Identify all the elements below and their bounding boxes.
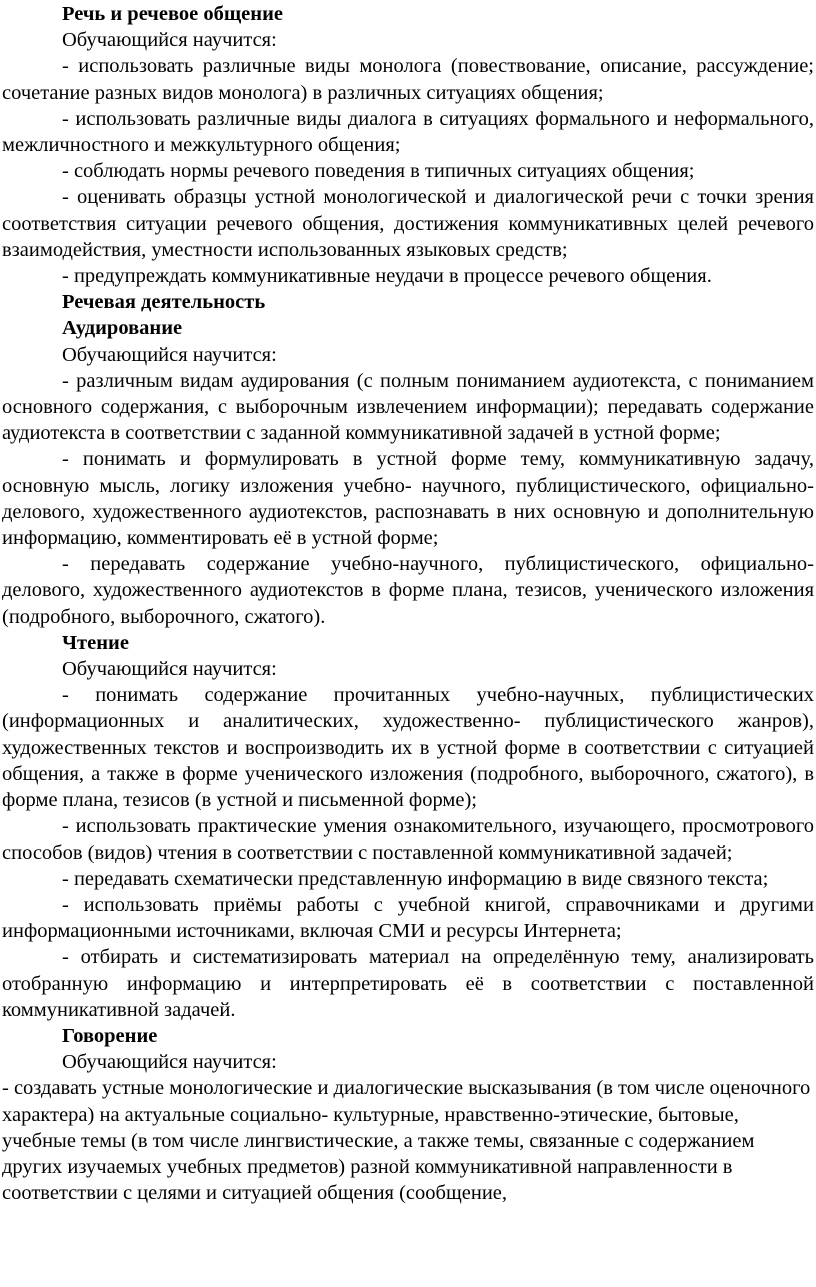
list-item: - создавать устные монологические и диалогические высказывания (в том числе оценочного характера) на актуальные социально- культурные, нравственно-этические, бытовые, учебные темы (в том числе лингвистические, а также темы, связанные с содержанием других изучаемых учебных предметов) разной коммуникативной направленности в соответствии с целями и ситуацией общения (сообщение, <box>2 1077 811 1205</box>
section-lead: Обучающийся научится: <box>62 658 277 681</box>
section-lead: Обучающийся научится: <box>62 1051 277 1074</box>
section-heading: Речевая деятельность <box>62 291 266 314</box>
section-listening <box>2 315 814 629</box>
list-item: - использовать различные виды диалога в ситуациях формального и неформального, межличностного и межкультурного общения; <box>2 107 814 157</box>
list-item: - использовать практические умения ознакомительного, изучающего, просмотрового способов (видов) чтения в соответствии с поставленной коммуникативной задачей; <box>2 815 814 864</box>
section-heading: Речь и речевое общение <box>62 3 283 25</box>
section-speaking <box>2 1023 814 1206</box>
list-item: - передавать содержание учебно-научного, публицистического, официально-делового, художественного аудиотекстов в форме плана, тезисов, ученического изложения (подробного, выборочного, сжатого). <box>2 553 814 628</box>
list-item: - оценивать образцы устной монологической и диалогической речи с точки зрения соответствия ситуации речевого общения, достижения коммуникативных целей речевого взаимодействия, уместности использованных языковых средств; <box>2 186 814 261</box>
section-reading <box>2 630 814 1023</box>
list-item: - отбирать и систематизировать материал на определённую тему, анализировать отобранную информацию и интерпретировать её в соответствии с поставленной коммуникативной задачей. <box>2 946 814 1021</box>
section-heading: Чтение <box>62 631 129 654</box>
list-item: - использовать различные виды монолога (повествование, описание, рассуждение; сочетание разных видов монолога) в различных ситуациях общения; <box>2 55 814 104</box>
section-speech-activity <box>2 289 814 315</box>
list-item: - передавать схематически представленную информацию в виде связного текста; <box>62 867 769 890</box>
section-heading: Аудирование <box>62 317 183 340</box>
section-lead: Обучающийся научится: <box>62 29 277 52</box>
section-heading: Говорение <box>62 1024 158 1047</box>
list-item: - использовать приёмы работы с учебной книгой, справочниками и другими информационными источниками, включая СМИ и ресурсы Интернета; <box>2 893 814 943</box>
list-item: - понимать и формулировать в устной форме тему, коммуникативную задачу, основную мысль, логику изложения учебно- научного, публицистического, официально-делового, художественного аудиотекстов, распознавать в них основную и дополнительную информацию, комментировать её в устной форме; <box>2 448 814 550</box>
list-item: - понимать содержание прочитанных учебно-научных, публицистических (информационных и аналитических, художественно- публицистического жанров), художественных текстов и воспроизводить их в устной форме в соответствии с ситуацией общения, а также в форме ученического изложения (подробного, выборочного, сжатого), в форме плана, тезисов (в устной и письменной форме); <box>2 684 814 812</box>
section-lead: Обучающийся научится: <box>62 343 277 366</box>
section-speech-communication <box>2 1 814 289</box>
list-item: - предупреждать коммуникативные неудачи в процессе речевого общения. <box>62 265 712 288</box>
list-item: - различным видам аудирования (с полным пониманием аудиотекста, с пониманием основного содержания, с выборочным извлечением информации); передавать содержание аудиотекста в соответствии с заданной коммуникативной задачей в устной форме; <box>2 369 814 445</box>
list-item: - соблюдать нормы речевого поведения в типичных ситуациях общения; <box>62 160 695 183</box>
